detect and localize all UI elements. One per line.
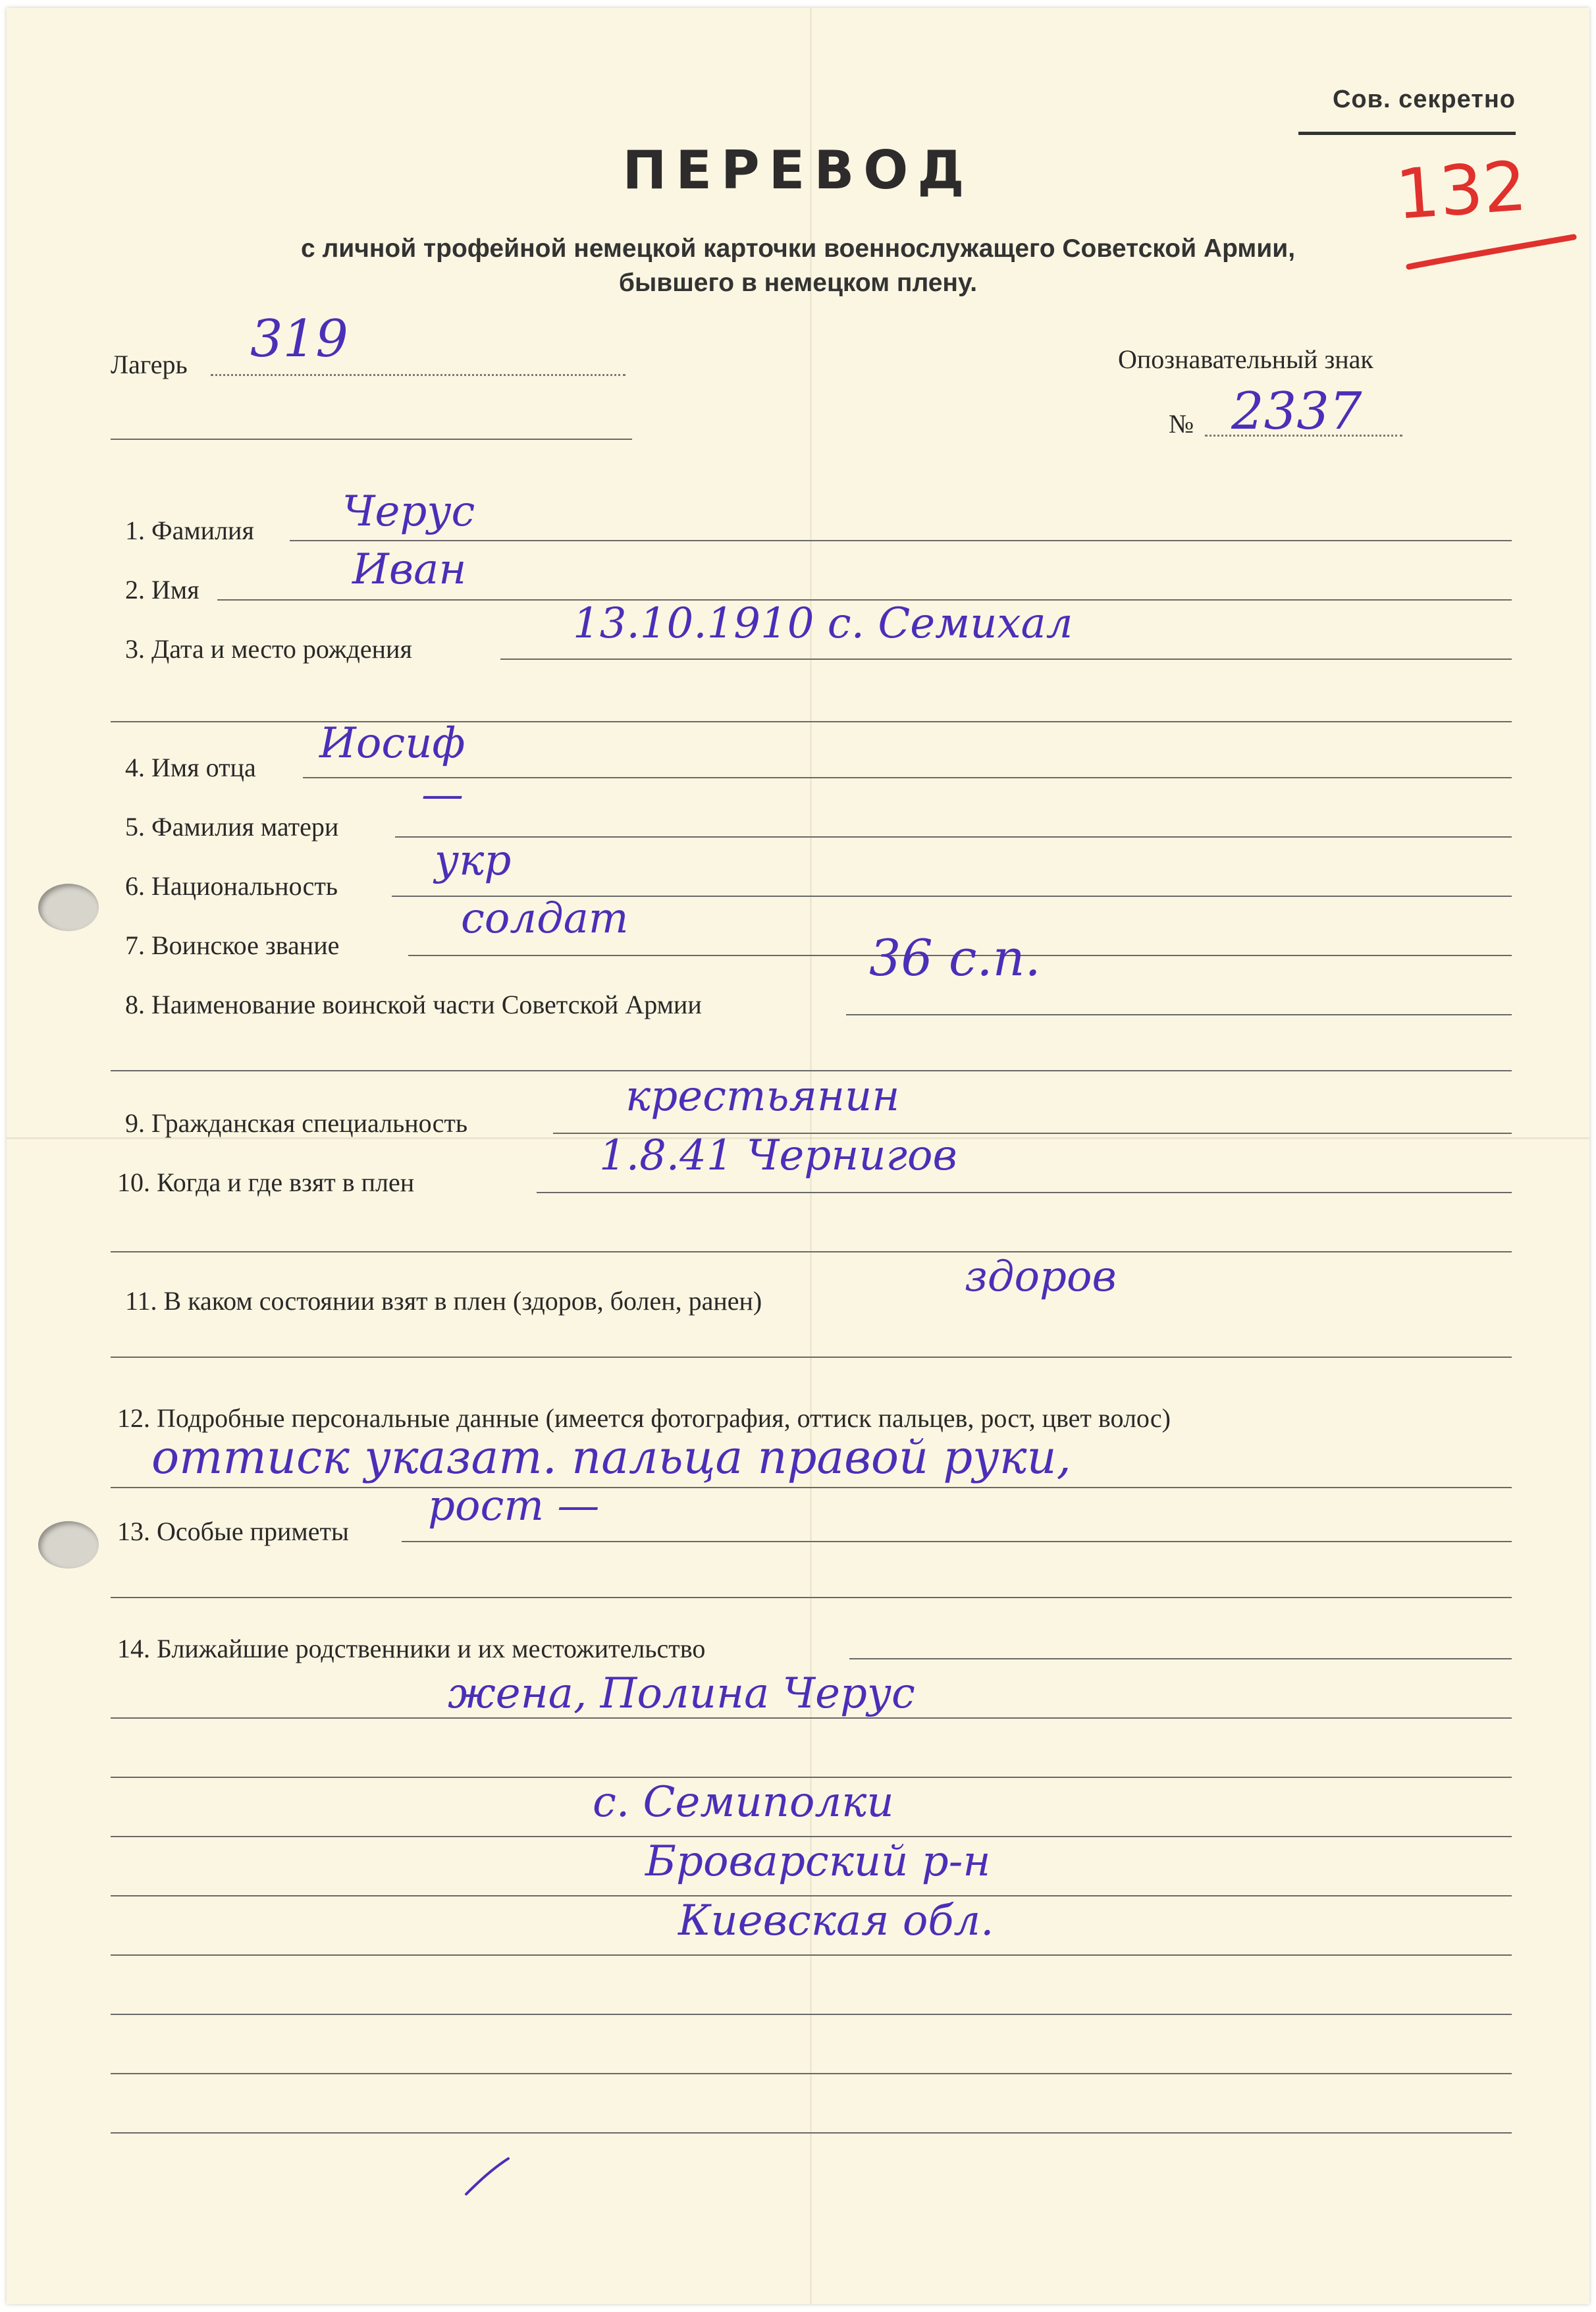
field-value-mother-surname: — [421,770,464,819]
field-value-unit: 36 с.п. [869,928,1041,987]
field-label-special-marks: 13. Особые приметы [117,1517,349,1546]
field-label-nationality: 6. Национальность [125,871,338,901]
blank-line [111,1597,1512,1598]
field-label-surname: 1. Фамилия [125,516,254,545]
field-value-surname: Черус [342,487,475,536]
field-label-birth: 3. Дата и место рождения [125,634,412,664]
field-label-mother-surname: 5. Фамилия матери [125,812,339,842]
classification-stamp: Сов. секретно [1298,86,1516,135]
punch-hole [38,1521,99,1569]
document-title: ПЕРЕВОД [622,140,974,201]
field-value-captured-when-where: 1.8.41 Чернигов [599,1131,957,1180]
relatives-line: с. Семиполки [593,1778,894,1827]
field-label-civil-profession: 9. Гражданская специальность [125,1108,468,1138]
field-line [849,1658,1512,1659]
punch-hole [38,884,99,931]
blank-line [111,1357,1512,1358]
field-value-personal-data: оттиск указат. пальца правой руки, [151,1430,1071,1484]
blank-line [111,2132,1512,2134]
field-line [500,659,1512,660]
field-value-nationality: укр [435,836,512,885]
field-label-name: 2. Имя [125,575,200,605]
pen-tick-mark [461,2153,514,2199]
id-number-value: 2337 [1231,382,1362,441]
field-value-rank: солдат [461,894,629,943]
field-value-civil-profession: крестьянин [625,1072,900,1121]
field-value-father-name: Иосиф [319,719,466,768]
id-mark-label: Опознавательный знак [1118,344,1373,374]
field-label-unit: 8. Наименование воинской части Советской Армии [125,990,702,1019]
document-subtitle [0,232,1596,300]
field-value-birth: 13.10.1910 с. Семихал [573,599,1073,648]
field-value-condition: здоров [965,1252,1117,1301]
field-value-special-marks: рост — [428,1482,600,1530]
field-line [402,1541,1512,1542]
field-label-personal-data: 12. Подробные персональные данные (имеется фотография, оттиск пальцев, рост, цвет волос) [117,1403,1171,1433]
field-label-rank: 7. Воинское звание [125,930,340,960]
field-line [846,1014,1512,1015]
blank-line [111,2014,1512,2015]
field-line [537,1192,1512,1193]
field-line [395,836,1512,838]
field-label-father-name: 4. Имя отца [125,753,256,782]
relatives-line: жена, Полина Черус [448,1669,915,1718]
camp-label: Лагерь [111,350,188,379]
field-label-condition: 11. В каком состоянии взят в плен (здоров, болен, ранен) [125,1286,762,1316]
blank-line [111,439,632,440]
blank-line [111,1954,1512,1956]
blank-line [111,1251,1512,1252]
camp-line [211,374,625,376]
field-line [290,540,1512,541]
field-value-name: Иван [352,545,467,594]
archive-number: 132 [1393,146,1530,235]
field-label-captured-when-where: 10. Когда и где взят в плен [117,1168,415,1197]
blank-line [111,2073,1512,2074]
field-label-relatives: 14. Ближайшие родственники и их местожительство [117,1634,706,1663]
subtitle-line: с личной трофейной немецкой карточки военнослужащего Советской Армии, [300,234,1296,263]
relatives-line: Броварский р-н [645,1837,991,1886]
relatives-line: Киевская обл. [678,1896,994,1945]
blank-line [111,1487,1512,1488]
field-line [303,777,1512,778]
id-number-prefix: № [1169,409,1194,439]
camp-value: 319 [250,309,348,369]
blank-line [111,1070,1512,1071]
subtitle-line: бывшего в немецком плену. [618,269,978,297]
